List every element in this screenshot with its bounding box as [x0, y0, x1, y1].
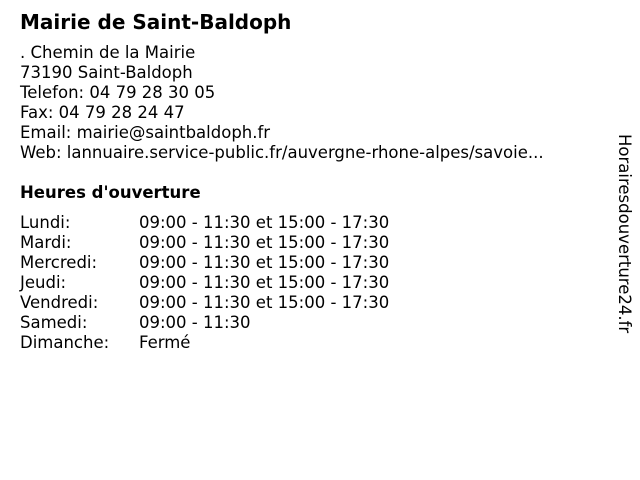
day-hours: Fermé	[139, 333, 191, 352]
brand-watermark	[612, 134, 636, 370]
hours-row-friday	[20, 293, 440, 313]
hours-row-saturday	[20, 313, 440, 333]
day-label: Samedi:	[20, 313, 88, 332]
hours-row-monday	[20, 213, 440, 233]
day-label: Dimanche:	[20, 333, 110, 352]
contact-block	[20, 43, 544, 163]
day-hours: 09:00 - 11:30 et 15:00 - 17:30	[139, 233, 390, 252]
day-label: Mercredi:	[20, 253, 98, 272]
day-hours: 09:00 - 11:30 et 15:00 - 17:30	[139, 253, 390, 272]
address-city: 73190 Saint-Baldoph	[20, 63, 193, 82]
hours-row-thursday	[20, 273, 440, 293]
hours-row-sunday	[20, 333, 440, 353]
day-hours: 09:00 - 11:30 et 15:00 - 17:30	[139, 213, 390, 232]
page-title: Mairie de Saint-Baldoph	[20, 10, 292, 34]
phone-number: Telefon: 04 79 28 30 05	[20, 83, 216, 102]
hours-row-wednesday	[20, 253, 440, 273]
day-label: Jeudi:	[20, 273, 67, 292]
address-street: . Chemin de la Mairie	[20, 43, 196, 62]
day-label: Vendredi:	[20, 293, 99, 312]
fax-number: Fax: 04 79 28 24 47	[20, 103, 185, 122]
website-link: Web: lannuaire.service-public.fr/auvergne-rhone-alpes/savoie...	[20, 143, 544, 162]
email-address: Email: mairie@saintbaldoph.fr	[20, 123, 271, 142]
day-label: Lundi:	[20, 213, 71, 232]
hours-table	[20, 213, 440, 353]
hours-heading: Heures d'ouverture	[20, 183, 201, 202]
hours-row-tuesday	[20, 233, 440, 253]
day-hours: 09:00 - 11:30	[139, 313, 251, 332]
day-hours: 09:00 - 11:30 et 15:00 - 17:30	[139, 293, 390, 312]
brand-text: Horairesdouverture24.fr	[615, 134, 634, 334]
day-hours: 09:00 - 11:30 et 15:00 - 17:30	[139, 273, 390, 292]
day-label: Mardi:	[20, 233, 72, 252]
